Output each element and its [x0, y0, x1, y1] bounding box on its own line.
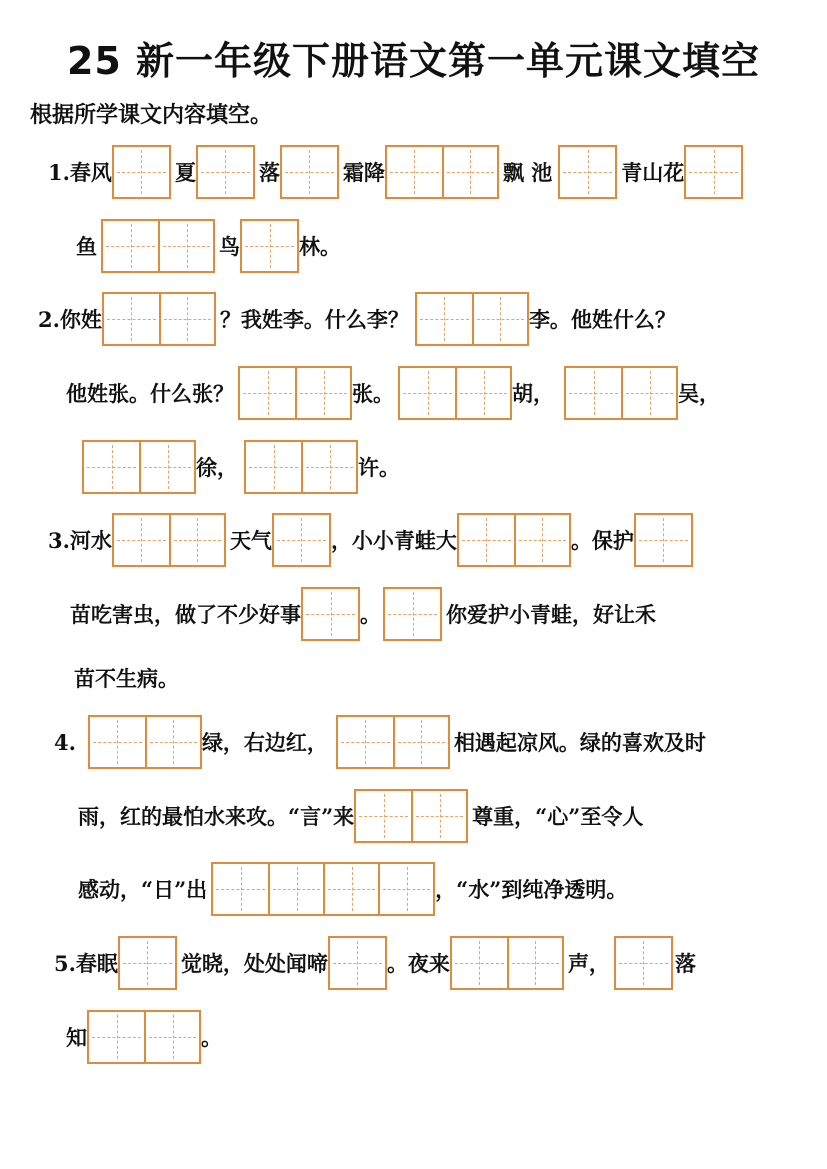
text: 2.你姓 — [38, 307, 102, 332]
answer-cell[interactable] — [566, 368, 621, 418]
answer-box[interactable] — [383, 587, 442, 641]
question-3-line-3 — [74, 663, 179, 693]
answer-cell[interactable] — [246, 442, 301, 492]
text: 绿，右边红， — [201, 730, 328, 755]
text: 声， — [567, 951, 610, 976]
answer-box[interactable] — [634, 513, 693, 567]
answer-cell[interactable] — [514, 515, 569, 565]
answer-cell[interactable] — [145, 717, 200, 767]
answer-box[interactable] — [385, 145, 499, 199]
answer-box[interactable] — [415, 292, 529, 346]
text: 飘 池 — [502, 160, 553, 185]
answer-cell[interactable] — [621, 368, 676, 418]
text: 雨，红的最怕水来攻。“言”来 — [78, 804, 355, 829]
answer-cell[interactable] — [472, 294, 527, 344]
text: 天气 — [229, 528, 272, 553]
question-2-line-1 — [38, 292, 676, 346]
answer-cell[interactable] — [560, 147, 615, 197]
answer-box[interactable] — [328, 936, 387, 990]
text: 吴， — [678, 381, 720, 406]
answer-cell[interactable] — [385, 589, 440, 639]
text: 鱼 — [76, 234, 97, 259]
answer-cell[interactable] — [452, 938, 507, 988]
answer-cell[interactable] — [90, 717, 145, 767]
question-4-line-3 — [78, 862, 627, 916]
answer-cell[interactable] — [120, 938, 175, 988]
answer-box[interactable] — [558, 145, 617, 199]
answer-box[interactable] — [82, 440, 196, 494]
answer-cell[interactable] — [378, 864, 433, 914]
answer-cell[interactable] — [159, 294, 214, 344]
answer-box[interactable] — [244, 440, 358, 494]
text: ？我姓李。什么李？ — [219, 307, 409, 332]
text: 徐， — [196, 455, 238, 480]
answer-box[interactable] — [564, 366, 678, 420]
answer-cell[interactable] — [295, 368, 350, 418]
text: 4. — [54, 729, 76, 755]
answer-cell[interactable] — [442, 147, 497, 197]
answer-box[interactable] — [211, 862, 435, 916]
text: 胡， — [512, 381, 554, 406]
answer-box[interactable] — [102, 292, 216, 346]
answer-cell[interactable] — [455, 368, 510, 418]
answer-cell[interactable] — [103, 221, 158, 271]
answer-cell[interactable] — [274, 515, 329, 565]
answer-cell[interactable] — [242, 221, 297, 271]
text: 相遇起凉风。绿的喜欢及时 — [453, 730, 706, 755]
text: 鸟 — [219, 234, 240, 259]
answer-box[interactable] — [272, 513, 331, 567]
answer-cell[interactable] — [387, 147, 442, 197]
question-5-line-2 — [66, 1010, 222, 1064]
answer-cell[interactable] — [338, 717, 393, 767]
question-5-line-1 — [54, 936, 696, 990]
question-3-line-1 — [48, 513, 693, 567]
answer-box[interactable] — [457, 513, 571, 567]
answer-cell[interactable] — [114, 147, 169, 197]
answer-cell[interactable] — [330, 938, 385, 988]
answer-box[interactable] — [238, 366, 352, 420]
text: 尊重，“心”至令人 — [472, 804, 644, 829]
answer-box[interactable] — [88, 715, 202, 769]
answer-cell[interactable] — [114, 515, 169, 565]
answer-cell[interactable] — [240, 368, 295, 418]
answer-cell[interactable] — [303, 589, 358, 639]
answer-cell[interactable] — [323, 864, 378, 914]
answer-cell[interactable] — [104, 294, 159, 344]
text: 苗吃害虫，做了不少好事 — [70, 602, 301, 627]
text: 5.春眠 — [54, 951, 118, 976]
answer-cell[interactable] — [282, 147, 337, 197]
answer-cell[interactable] — [268, 864, 323, 914]
answer-cell[interactable] — [507, 938, 562, 988]
answer-cell[interactable] — [89, 1012, 144, 1062]
text: 李。他姓什么？ — [528, 307, 676, 332]
text: 。 — [201, 1025, 222, 1050]
question-4-line-1 — [54, 715, 706, 769]
text: 知 — [66, 1025, 87, 1050]
answer-cell[interactable] — [459, 515, 514, 565]
answer-box[interactable] — [301, 587, 360, 641]
answer-cell[interactable] — [636, 515, 691, 565]
text: 许。 — [358, 455, 400, 480]
text: 感动，“日”出 — [78, 877, 208, 902]
question-3-line-2 — [70, 587, 656, 641]
answer-box[interactable] — [614, 936, 673, 990]
answer-cell[interactable] — [616, 938, 671, 988]
text: 觉晓，处处闻啼 — [180, 951, 328, 976]
answer-box[interactable] — [118, 936, 177, 990]
page-title: 25 新一年级下册语文第一单元课文填空 — [66, 39, 761, 83]
answer-cell[interactable] — [139, 442, 194, 492]
text: 夏 — [174, 160, 196, 185]
answer-cell[interactable] — [213, 864, 268, 914]
answer-cell[interactable] — [84, 442, 139, 492]
text: ，小小青蛙大 — [330, 528, 457, 553]
text: 你爱护小青蛙，好让禾 — [446, 602, 656, 627]
text: 。夜来 — [386, 951, 450, 976]
text: 。 — [360, 602, 381, 627]
question-1-line-2 — [76, 219, 341, 273]
question-1-line-1 — [48, 145, 743, 199]
text: 霜降 — [342, 160, 385, 185]
answer-cell[interactable] — [144, 1012, 199, 1062]
answer-cell[interactable] — [198, 147, 253, 197]
answer-box[interactable] — [684, 145, 743, 199]
question-4-line-2 — [78, 789, 643, 843]
answer-cell[interactable] — [686, 147, 741, 197]
answer-cell[interactable] — [400, 368, 455, 418]
text: 3.河水 — [48, 528, 112, 553]
answer-cell[interactable] — [301, 442, 356, 492]
answer-box[interactable] — [336, 715, 450, 769]
answer-box[interactable] — [112, 145, 171, 199]
question-2-line-2 — [66, 366, 720, 420]
answer-box[interactable] — [280, 145, 339, 199]
text: 青山花 — [621, 160, 685, 185]
answer-box[interactable] — [101, 219, 215, 273]
answer-cell[interactable] — [158, 221, 213, 271]
question-2-line-3 — [82, 440, 400, 494]
answer-box[interactable] — [87, 1010, 201, 1064]
text: 。保护 — [570, 528, 634, 553]
answer-cell[interactable] — [411, 791, 466, 841]
text: 他姓张。什么张？ — [66, 381, 234, 406]
answer-cell[interactable] — [393, 717, 448, 767]
text: 张。 — [352, 381, 394, 406]
answer-cell[interactable] — [169, 515, 224, 565]
answer-box[interactable] — [112, 513, 226, 567]
answer-box[interactable] — [450, 936, 564, 990]
text: 落 — [674, 951, 696, 976]
answer-box[interactable] — [240, 219, 299, 273]
answer-box[interactable] — [398, 366, 512, 420]
answer-box[interactable] — [196, 145, 255, 199]
instruction-text: 根据所学课文内容填空。 — [30, 102, 273, 128]
text: 林。 — [299, 234, 341, 259]
answer-box[interactable] — [354, 789, 468, 843]
text: ，“水”到纯净透明。 — [435, 877, 628, 902]
answer-cell[interactable] — [417, 294, 472, 344]
text: 落 — [258, 160, 280, 185]
text: 1.春风 — [48, 160, 112, 185]
answer-cell[interactable] — [356, 791, 411, 841]
text: 苗不生病。 — [74, 666, 179, 691]
